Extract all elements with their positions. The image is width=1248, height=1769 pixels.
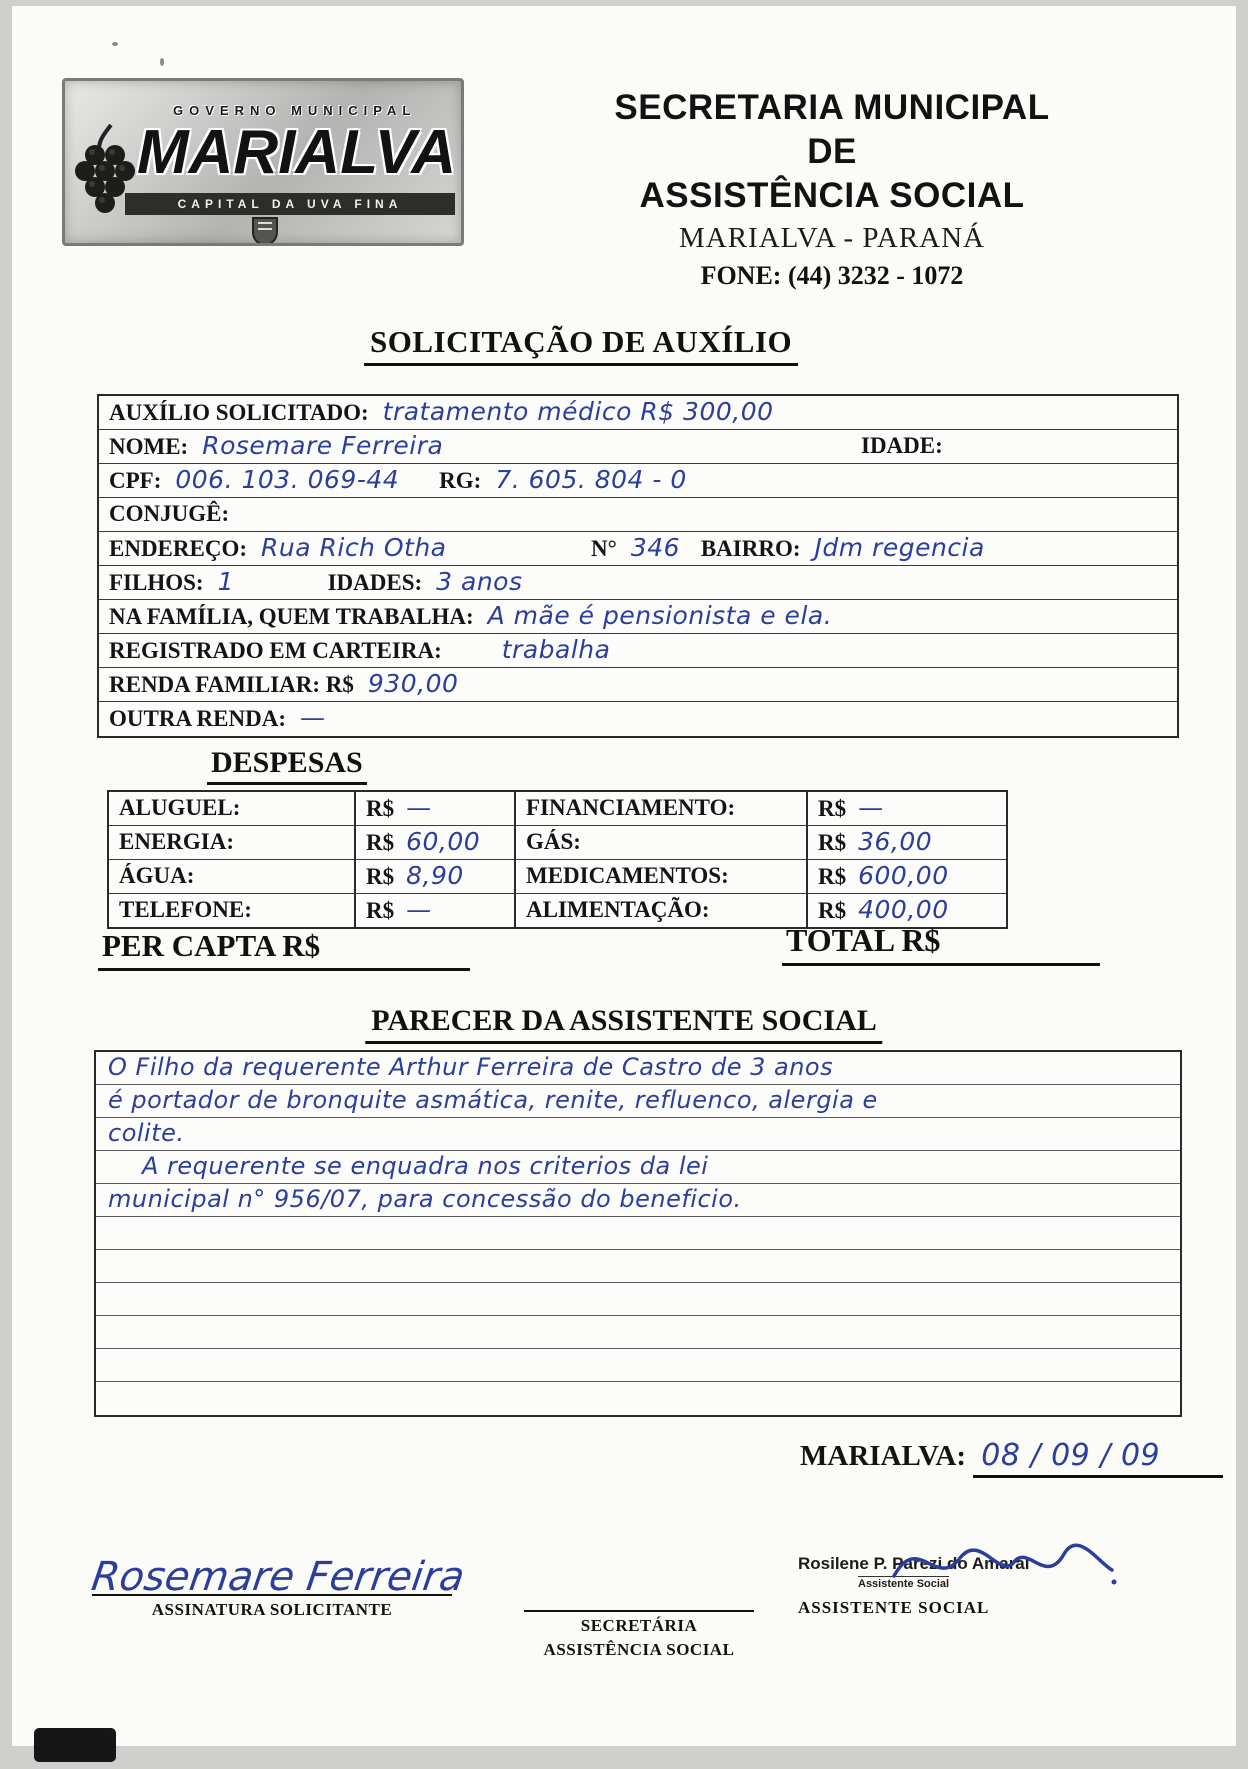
city-date-label: MARIALVA: xyxy=(800,1440,966,1472)
despesa-label: TELEFONE: xyxy=(119,897,252,922)
despesa-amount: 8,90 xyxy=(406,861,464,890)
renda-value: 930,00 xyxy=(367,669,459,698)
field-endereco xyxy=(99,532,1177,566)
currency-label: R$ xyxy=(366,864,395,889)
despesa-amount: 400,00 xyxy=(858,895,949,924)
currency-label: R$ xyxy=(818,796,847,821)
despesa-value xyxy=(354,894,514,927)
despesa-amount: 60,00 xyxy=(406,827,481,856)
applicant-signature-block xyxy=(88,1554,468,1620)
field-outra-renda xyxy=(99,702,1177,736)
bairro-value: Jdm regencia xyxy=(814,533,985,562)
currency-label: R$ xyxy=(366,796,395,821)
field-nome xyxy=(99,430,1177,464)
endereco-label: ENDEREÇO: xyxy=(109,536,248,561)
social-worker-stamp xyxy=(798,1554,1138,1592)
parecer-line xyxy=(96,1250,1180,1283)
cpf-label: CPF: xyxy=(109,468,162,493)
per-capta-field: PER CAPTA R$ xyxy=(98,928,470,971)
parecer-title: PARECER DA ASSISTENTE SOCIAL xyxy=(365,1004,882,1044)
secretary-label-line1: SECRETÁRIA xyxy=(580,1616,698,1635)
scan-artifact-mark xyxy=(34,1728,116,1762)
municipal-logo xyxy=(62,78,464,246)
despesa-amount: 600,00 xyxy=(858,861,949,890)
scan-speck xyxy=(160,58,164,66)
field-renda-familiar xyxy=(99,668,1177,702)
despesa-value xyxy=(354,860,514,893)
parecer-box xyxy=(94,1050,1182,1417)
org-name-line1: SECRETARIA MUNICIPAL xyxy=(614,88,1050,127)
social-worker-signature-block xyxy=(798,1554,1138,1618)
carteira-value: trabalha xyxy=(501,635,611,664)
scanned-form-page xyxy=(12,6,1236,1746)
filhos-value: 1 xyxy=(217,567,234,596)
form-title: SOLICITAÇÃO DE AUXÍLIO xyxy=(364,324,798,366)
social-worker-label: ASSISTENTE SOCIAL xyxy=(798,1598,990,1617)
despesa-value xyxy=(354,792,514,825)
despesa-label: ALIMENTAÇÃO: xyxy=(514,894,806,927)
despesa-amount: — xyxy=(858,793,884,822)
currency-label: R$ xyxy=(818,830,847,855)
applicant-signature-label: ASSINATURA SOLICITANTE xyxy=(151,1600,393,1619)
parecer-text: O Filho da requerente Arthur Ferreira de Castro de 3 anos xyxy=(108,1053,834,1081)
total-field: TOTAL R$ xyxy=(782,922,1100,966)
renda-label: RENDA FAMILIAR: R$ xyxy=(109,672,354,697)
despesa-value xyxy=(806,792,1006,825)
date-line xyxy=(973,1438,1223,1478)
parecer-text: colite. xyxy=(108,1119,185,1147)
currency-label: R$ xyxy=(366,830,395,855)
despesa-value xyxy=(354,826,514,859)
idade-label: IDADE: xyxy=(861,433,943,458)
field-carteira xyxy=(99,634,1177,668)
filhos-label: FILHOS: xyxy=(109,570,204,595)
field-quem-trabalha xyxy=(99,600,1177,634)
despesa-label: GÁS: xyxy=(514,826,806,859)
despesa-label: FINANCIAMENTO: xyxy=(514,792,806,825)
despesas-table xyxy=(107,790,1008,929)
auxilio-label: AUXÍLIO SOLICITADO: xyxy=(109,400,369,425)
despesas-title: DESPESAS xyxy=(207,746,367,785)
endereco-value: Rua Rich Otha xyxy=(261,533,447,562)
date-value: 08 / 09 / 09 xyxy=(981,1438,1161,1473)
idades-label: IDADES: xyxy=(327,570,423,595)
applicant-signature: Rosemare Ferreira xyxy=(88,1554,468,1600)
city-date-field xyxy=(800,1438,1223,1478)
parecer-text: municipal n° 956/07, para concessão do beneficio. xyxy=(108,1185,742,1213)
conjuge-label: CONJUGÊ: xyxy=(109,501,230,526)
despesa-label: ENERGIA: xyxy=(119,829,235,854)
quem-trabalha-value: A mãe é pensionista e ela. xyxy=(487,601,833,630)
despesa-amount: — xyxy=(406,895,432,924)
signature-line xyxy=(524,1610,754,1612)
parecer-line xyxy=(96,1382,1180,1415)
org-name-line3: ASSISTÊNCIA SOCIAL xyxy=(639,176,1025,215)
cpf-value: 006. 103. 069-44 xyxy=(175,465,400,494)
despesa-label: MEDICAMENTOS: xyxy=(514,860,806,893)
city-crest-icon xyxy=(250,215,280,246)
despesa-value xyxy=(806,826,1006,859)
despesa-label: ÁGUA: xyxy=(119,863,195,888)
rg-value: 7. 605. 804 - 0 xyxy=(495,465,687,494)
parecer-line xyxy=(96,1151,1180,1184)
numero-label: N° xyxy=(591,536,617,561)
idades-value: 3 anos xyxy=(436,567,523,596)
rg-label: RG: xyxy=(439,468,482,493)
logo-city-name: MARIALVA xyxy=(137,118,457,187)
org-phone: FONE: (44) 3232 - 1072 xyxy=(700,261,964,290)
quem-trabalha-label: NA FAMÍLIA, QUEM TRABALHA: xyxy=(109,604,474,629)
parecer-line xyxy=(96,1283,1180,1316)
despesa-amount: 36,00 xyxy=(858,827,933,856)
parecer-line xyxy=(96,1118,1180,1151)
parecer-line xyxy=(96,1184,1180,1217)
parecer-line xyxy=(96,1316,1180,1349)
request-fields-box xyxy=(97,394,1179,738)
secretary-signature-block xyxy=(524,1610,754,1660)
auxilio-value: tratamento médico R$ 300,00 xyxy=(382,397,774,426)
currency-label: R$ xyxy=(366,898,395,923)
despesas-row xyxy=(109,826,1006,860)
nome-value: Rosemare Ferreira xyxy=(202,431,444,460)
letterhead xyxy=(482,86,1182,291)
despesas-row xyxy=(109,860,1006,894)
secretary-label-line2: ASSISTÊNCIA SOCIAL xyxy=(543,1640,735,1659)
currency-label: R$ xyxy=(818,898,847,923)
org-location: MARIALVA - PARANÁ xyxy=(678,222,985,254)
despesa-label: ALUGUEL: xyxy=(119,795,241,820)
outra-renda-label: OUTRA RENDA: xyxy=(109,706,286,731)
despesas-row xyxy=(109,792,1006,826)
parecer-line xyxy=(96,1217,1180,1250)
parecer-line xyxy=(96,1085,1180,1118)
bairro-label: BAIRRO: xyxy=(700,536,801,561)
parecer-line xyxy=(96,1349,1180,1382)
parecer-text: é portador de bronquite asmática, renite, refluenco, alergia e xyxy=(108,1086,878,1114)
carteira-label: REGISTRADO EM CARTEIRA: xyxy=(109,638,442,663)
despesa-value xyxy=(806,860,1006,893)
field-filhos xyxy=(99,566,1177,600)
currency-label: R$ xyxy=(818,864,847,889)
field-cpf-rg xyxy=(99,464,1177,498)
stamp-name: Rosilene P. Parezi do Amaral xyxy=(798,1554,1030,1573)
nome-label: NOME: xyxy=(109,434,189,459)
scan-speck xyxy=(112,42,118,46)
despesa-amount: — xyxy=(406,793,432,822)
stamp-role: Assistente Social xyxy=(858,1578,950,1590)
social-worker-signature-scrawl xyxy=(888,1528,1118,1600)
parecer-text: A requerente se enquadra nos criterios da lei xyxy=(142,1152,709,1180)
parecer-line xyxy=(96,1052,1180,1085)
org-name-line2: DE xyxy=(807,132,857,171)
logo-government-text: GOVERNO MUNICIPAL xyxy=(173,103,417,118)
outra-renda-value: — xyxy=(299,703,326,732)
field-conjuge xyxy=(99,498,1177,532)
field-auxilio-solicitado xyxy=(99,396,1177,430)
logo-tagline: CAPITAL DA UVA FINA xyxy=(125,193,455,215)
numero-value: 346 xyxy=(630,533,681,562)
